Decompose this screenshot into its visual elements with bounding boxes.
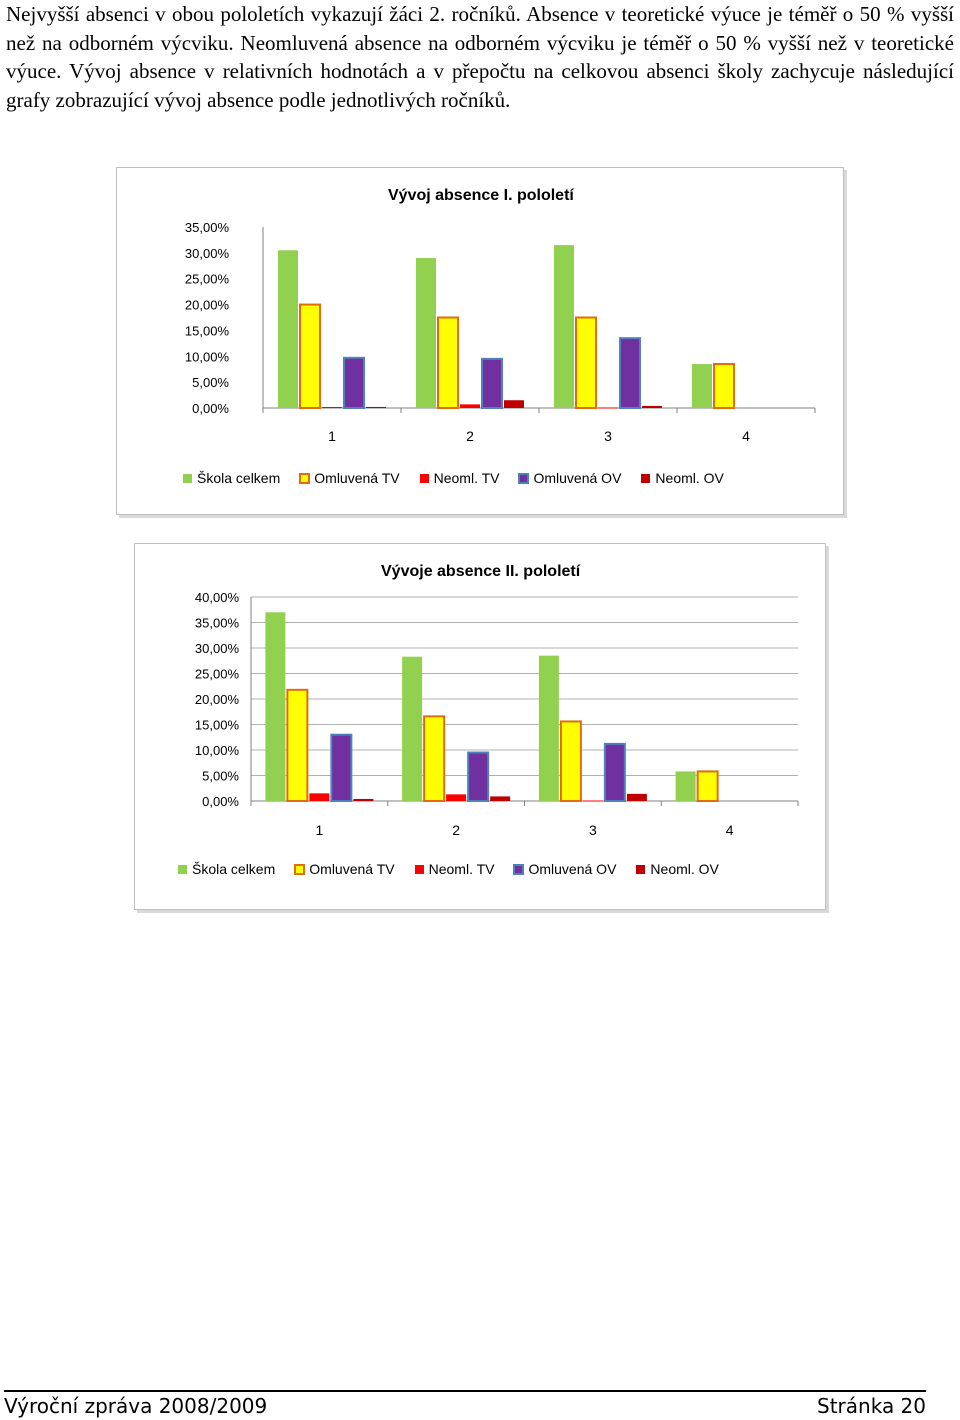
bar-omluven-ov-3 [605,744,625,801]
bar-neoml-ov-3 [642,406,662,408]
x-category-label: 3 [588,822,597,838]
x-category-label: 4 [725,822,734,838]
x-category-label: 3 [604,428,612,444]
y-tick-label: 35,00% [194,615,239,631]
y-tick-label: 35,00% [184,220,229,235]
page-footer [4,1390,926,1420]
x-category-label: 1 [315,822,324,838]
legend-label: Omluvená TV [309,861,395,877]
legend-item [295,861,394,877]
y-tick-label: 5,00% [192,375,229,391]
bar-omluven-tv-4 [714,364,734,408]
bar-neoml-ov-2 [504,400,524,408]
bar-omluven-ov-2 [482,359,502,408]
bar-neoml-tv-3 [583,800,603,801]
legend-item [415,861,495,877]
y-tick-label: 10,00% [184,349,229,365]
legend-swatch [415,865,424,874]
bar-omluven-ov-3 [620,338,640,408]
bar-neoml-ov-1 [353,799,373,801]
bar-neoml-tv-2 [460,404,480,408]
legend-swatch [178,865,187,874]
legend-item [420,470,500,486]
bar-neoml-tv-3 [598,407,618,408]
legend-item [178,861,275,877]
bar--kola-celkem-4 [692,364,712,408]
y-tick-label: 25,00% [194,666,239,682]
bar--kola-celkem-1 [278,250,298,408]
y-tick-label: 5,00% [202,768,239,784]
legend-label: Neoml. TV [433,470,500,486]
bar--kola-celkem-3 [539,656,559,801]
legend-swatch [519,474,528,483]
bar--kola-celkem-2 [416,258,436,408]
bar-omluven-tv-2 [438,318,458,409]
legend-label: Škola celkem [192,861,276,877]
x-category-label: 2 [452,822,461,838]
legend-item [636,861,718,877]
bar-omluven-tv-4 [698,771,718,801]
legend-item [641,470,723,486]
footer-page-number: Stránka 20 [817,1394,926,1418]
legend-label: Omluvená TV [314,470,400,486]
legend-swatch [514,865,523,874]
chart-legend [183,470,744,486]
legend-label: Omluvená OV [528,861,617,877]
footer-report-title: Výroční zpráva 2008/2009 [4,1394,268,1418]
bar-omluven-ov-2 [468,753,488,801]
bar--kola-celkem-4 [676,771,696,801]
y-tick-label: 20,00% [184,297,229,313]
legend-item [519,470,621,486]
y-tick-label: 10,00% [194,743,239,758]
bar-omluven-ov-1 [344,358,364,408]
legend-swatch [300,474,309,483]
y-tick-label: 30,00% [184,245,229,261]
bar-neoml-ov-1 [366,407,386,408]
bar-neoml-tv-2 [446,794,466,801]
y-tick-label: 0,00% [202,794,239,809]
legend-swatch [636,865,645,874]
y-tick-label: 20,00% [194,692,239,707]
bar-omluven-tv-3 [561,721,581,801]
chart-plot [117,168,843,514]
legend-swatch [641,474,650,483]
y-tick-label: 30,00% [194,641,239,656]
chart-plot [135,544,825,909]
y-tick-label: 0,00% [192,401,229,416]
bar--kola-celkem-3 [554,245,574,408]
legend-label: Škola celkem [197,470,281,486]
legend-swatch [183,474,192,483]
chart-title: Vývoje absence II. pololetí [381,563,581,580]
bar-neoml-ov-3 [627,794,647,801]
legend-swatch [420,474,429,483]
legend-label: Neoml. OV [655,470,724,486]
legend-label: Neoml. OV [650,861,719,877]
chart-legend [178,861,739,877]
y-tick-label: 40,00% [194,590,239,605]
legend-item [300,470,399,486]
legend-label: Omluvená OV [533,470,622,486]
legend-item [183,470,280,486]
intro-paragraph: Nejvyšší absenci v obou pololetích vykazují žáci 2. ročníků. Absence v teoretické výuce je téměř o 50 % vyšší než na odborném výcviku. Neomluvená absence na odborném výcviku je téměř o 50 % vyšší než v teoretické výuce. Vývoj absence v relativních hodnotách a v přepočtu na celkovou absenci školy zachycuje následující grafy zobrazující vývoj absence podle jednotlivých ročníků. [6,2,954,112]
bar--kola-celkem-2 [402,657,422,801]
x-category-label: 2 [466,428,474,444]
bar-omluven-tv-3 [576,318,596,409]
y-tick-label: 15,00% [184,323,229,339]
chart-absence-pololeti-1 [116,167,844,515]
bar-omluven-ov-1 [331,735,351,801]
chart-absence-pololeti-2 [134,543,826,910]
y-tick-label: 25,00% [184,271,229,287]
bar--kola-celkem-1 [265,612,285,801]
x-category-label: 4 [742,428,750,444]
bar-neoml-tv-1 [322,407,342,408]
bar-neoml-ov-2 [490,796,510,801]
bar-omluven-tv-1 [287,690,307,801]
y-tick-label: 15,00% [194,717,239,733]
bar-neoml-tv-1 [309,793,329,801]
legend-item [514,861,616,877]
legend-label: Neoml. TV [428,861,495,877]
legend-swatch [295,865,304,874]
bar-omluven-tv-2 [424,716,444,801]
x-category-label: 1 [328,428,336,444]
bar-omluven-tv-1 [300,305,320,408]
chart-title: Vývoj absence I. pololetí [388,187,574,204]
